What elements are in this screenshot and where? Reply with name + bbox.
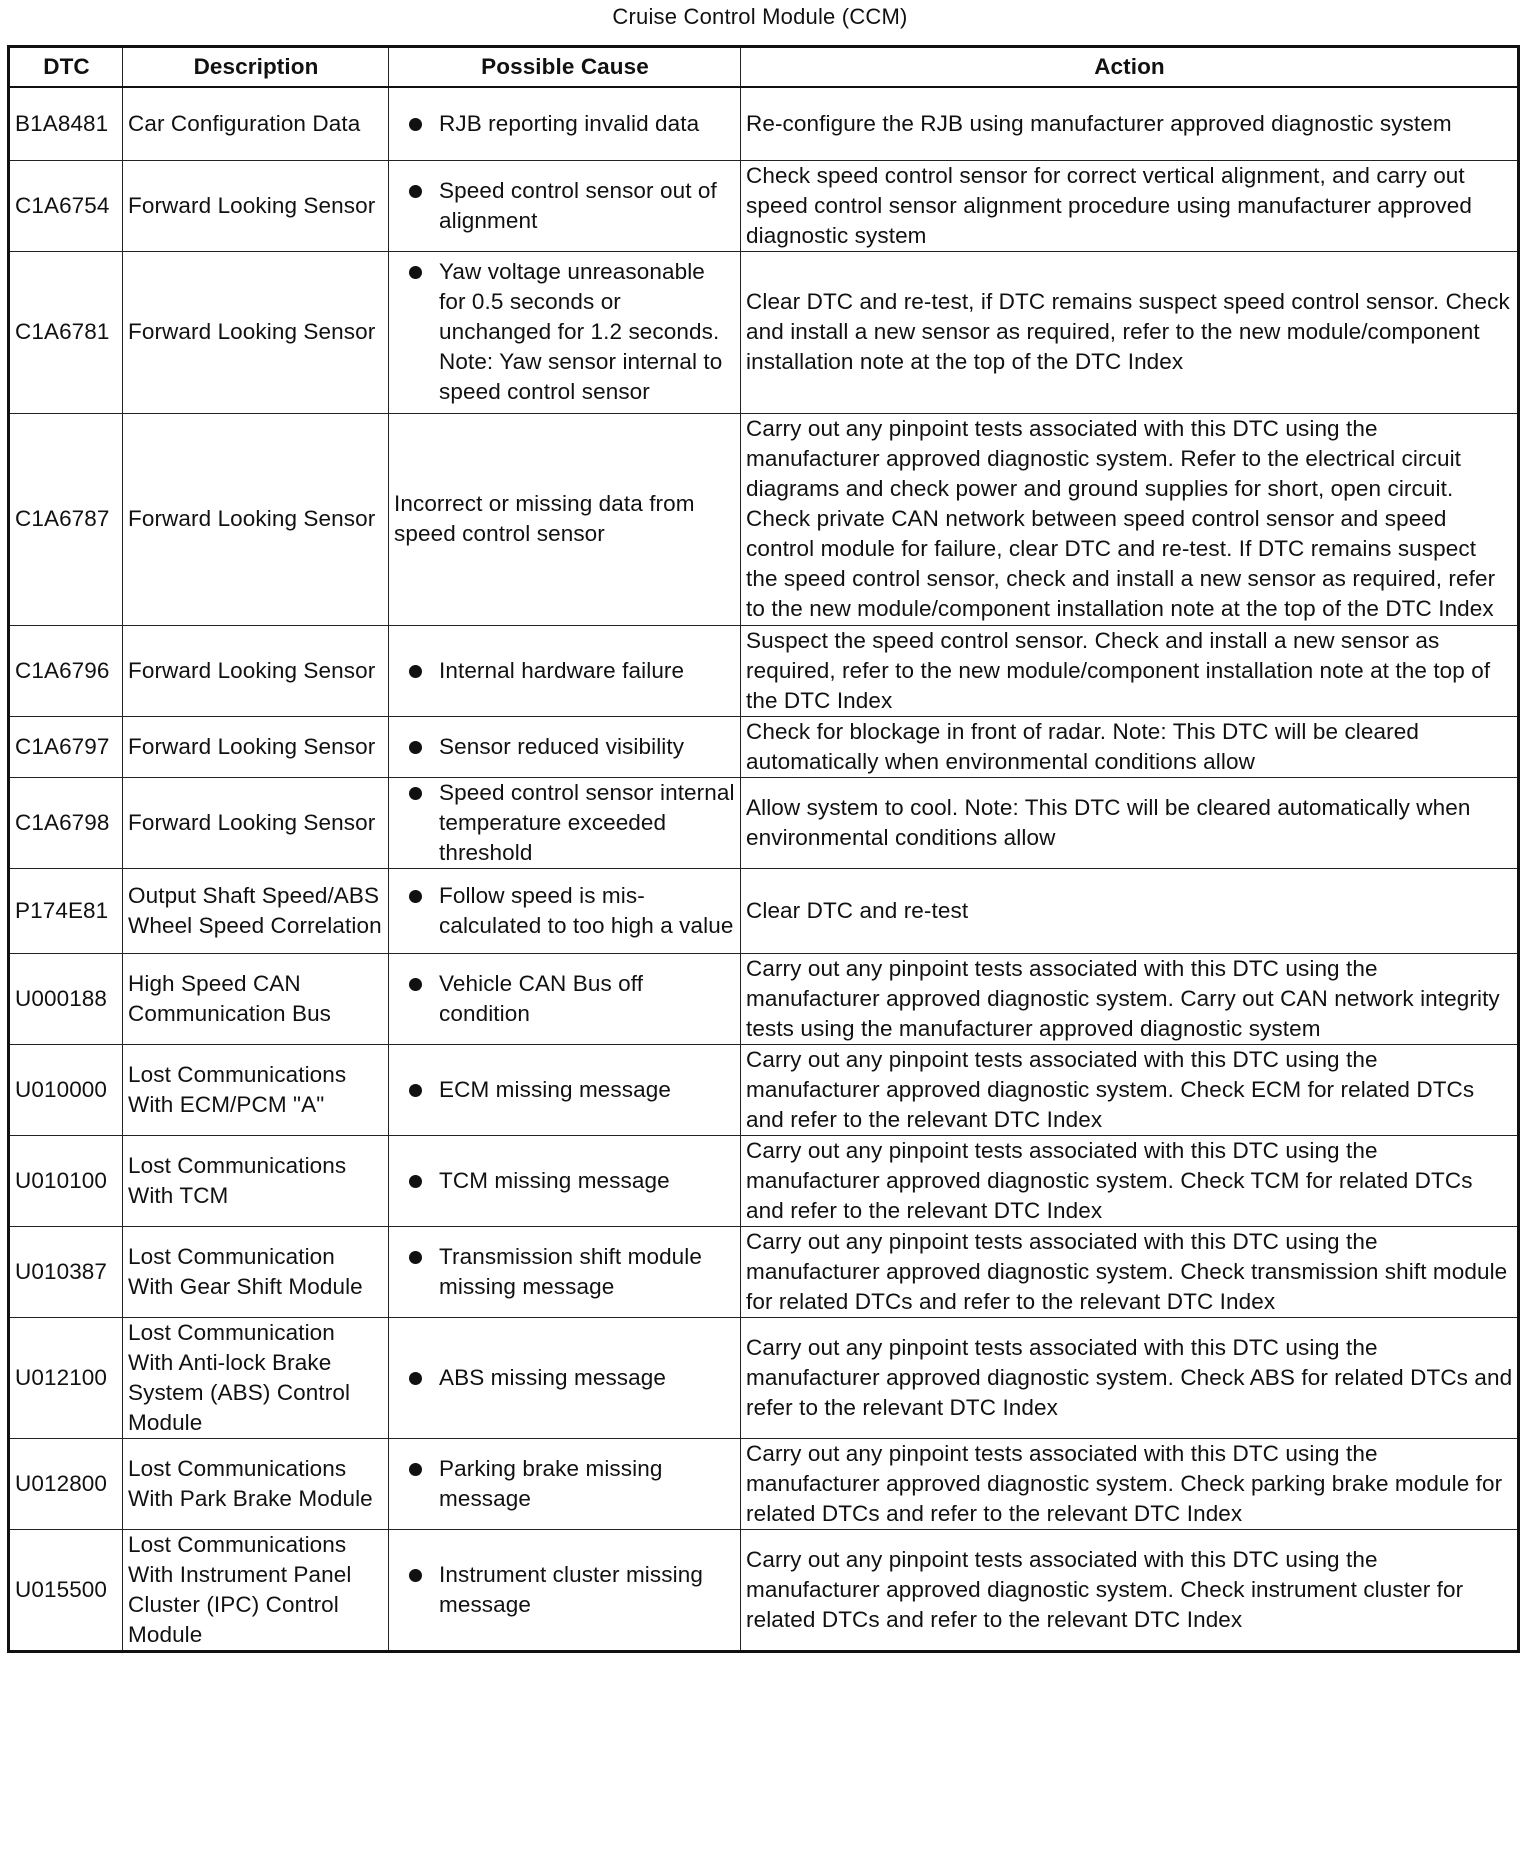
possible-cause-text: Internal hardware failure	[439, 657, 685, 683]
dtc-description: Forward Looking Sensor	[123, 716, 389, 777]
table-row	[9, 1317, 1519, 1438]
possible-cause-text: Instrument cluster missing message	[439, 1561, 703, 1617]
dtc-code: U010100	[9, 1135, 123, 1226]
bullet-icon	[409, 118, 422, 131]
dtc-code: C1A6781	[9, 251, 123, 413]
possible-cause-cell	[389, 868, 741, 953]
bullet-icon	[409, 1463, 422, 1476]
action-text: Check for blockage in front of radar. Note: This DTC will be cleared automatically when environmental conditions allow	[741, 716, 1519, 777]
bullet-icon	[409, 787, 422, 800]
action-text: Carry out any pinpoint tests associated with this DTC using the manufacturer approved diagnostic system. Refer to the electrical circuit diagrams and check power and ground supplies for short, open circuit. Check private CAN network between speed control sensor and speed control module for failure, clear DTC and re-test. If DTC remains suspect the speed control sensor, check and install a new sensor as required, refer to the new module/component installation note at the top of the DTC Index	[741, 413, 1519, 625]
dtc-code: C1A6798	[9, 777, 123, 868]
possible-cause-text: Parking brake missing message	[439, 1455, 663, 1511]
dtc-description: Lost Communications With ECM/PCM "A"	[123, 1044, 389, 1135]
table-row	[9, 716, 1519, 777]
dtc-table	[7, 45, 1520, 1653]
bullet-icon	[409, 741, 422, 754]
table-row	[9, 160, 1519, 251]
bullet-icon	[409, 978, 422, 991]
table-row	[9, 87, 1519, 160]
possible-cause-cell	[389, 716, 741, 777]
bullet-icon	[409, 890, 422, 903]
bullet-icon	[409, 1569, 422, 1582]
dtc-code: B1A8481	[9, 87, 123, 160]
dtc-description: Forward Looking Sensor	[123, 413, 389, 625]
possible-cause-text: Speed control sensor out of alignment	[439, 177, 717, 233]
dtc-code: C1A6754	[9, 160, 123, 251]
action-text: Carry out any pinpoint tests associated with this DTC using the manufacturer approved diagnostic system. Check parking brake module for related DTCs and refer to the relevant DTC Index	[741, 1438, 1519, 1529]
bullet-list-item	[409, 881, 736, 941]
bullet-list-item	[409, 969, 736, 1029]
dtc-code: U000188	[9, 953, 123, 1044]
table-row	[9, 251, 1519, 413]
dtc-description: Forward Looking Sensor	[123, 625, 389, 716]
table-row	[9, 1135, 1519, 1226]
possible-cause-cell	[389, 1044, 741, 1135]
bullet-list-item	[409, 109, 736, 139]
dtc-code: C1A6796	[9, 625, 123, 716]
bullet-icon	[409, 185, 422, 198]
dtc-description: Lost Communications With Park Brake Module	[123, 1438, 389, 1529]
bullet-icon	[409, 1251, 422, 1264]
dtc-description: Forward Looking Sensor	[123, 251, 389, 413]
possible-cause-cell	[389, 87, 741, 160]
possible-cause-cell	[389, 413, 741, 625]
action-text: Re-configure the RJB using manufacturer approved diagnostic system	[741, 87, 1519, 160]
table-row	[9, 1438, 1519, 1529]
dtc-description: Lost Communications With TCM	[123, 1135, 389, 1226]
possible-cause-text: Transmission shift module missing message	[439, 1243, 703, 1299]
table-row	[9, 413, 1519, 625]
dtc-code: U012800	[9, 1438, 123, 1529]
possible-cause-text: Follow speed is mis-calculated to too high a value	[439, 882, 734, 938]
dtc-code: U010000	[9, 1044, 123, 1135]
bullet-icon	[409, 1084, 422, 1097]
header-possible-cause: Possible Cause	[389, 47, 741, 88]
action-text: Carry out any pinpoint tests associated with this DTC using the manufacturer approved diagnostic system. Check ECM for related DTCs and refer to the relevant DTC Index	[741, 1044, 1519, 1135]
possible-cause-cell	[389, 777, 741, 868]
table-header-row	[9, 47, 1519, 88]
bullet-icon	[409, 1372, 422, 1385]
table-row	[9, 868, 1519, 953]
bullet-list-item	[409, 1454, 736, 1514]
possible-cause-cell	[389, 625, 741, 716]
table-body	[9, 87, 1519, 1651]
table-row	[9, 777, 1519, 868]
possible-cause-text: RJB reporting invalid data	[439, 110, 700, 136]
action-text: Carry out any pinpoint tests associated with this DTC using the manufacturer approved diagnostic system. Check instrument cluster for related DTCs and refer to the relevant DTC Index	[741, 1529, 1519, 1651]
header-dtc: DTC	[9, 47, 123, 88]
dtc-description: Lost Communications With Instrument Panel Cluster (IPC) Control Module	[123, 1529, 389, 1651]
possible-cause-cell	[389, 1226, 741, 1317]
possible-cause-cell	[389, 953, 741, 1044]
possible-cause-text: Sensor reduced visibility	[439, 733, 685, 759]
bullet-icon	[409, 1175, 422, 1188]
possible-cause-text: TCM missing message	[439, 1167, 670, 1193]
possible-cause-text: Incorrect or missing data from speed control sensor	[394, 491, 695, 546]
dtc-description: Forward Looking Sensor	[123, 777, 389, 868]
possible-cause-cell	[389, 1529, 741, 1651]
dtc-description: High Speed CAN Communication Bus	[123, 953, 389, 1044]
bullet-icon	[409, 665, 422, 678]
possible-cause-text: Speed control sensor internal temperature exceeded threshold	[439, 779, 735, 865]
dtc-code: U010387	[9, 1226, 123, 1317]
dtc-code: C1A6797	[9, 716, 123, 777]
action-text: Allow system to cool. Note: This DTC will be cleared automatically when environmental conditions allow	[741, 777, 1519, 868]
bullet-icon	[409, 266, 422, 279]
possible-cause-cell	[389, 1317, 741, 1438]
bullet-list-item	[409, 1242, 736, 1302]
table-row	[9, 953, 1519, 1044]
bullet-list-item	[409, 1075, 736, 1105]
action-text: Carry out any pinpoint tests associated with this DTC using the manufacturer approved diagnostic system. Check transmission shift module for related DTCs and refer to the relevant DTC Index	[741, 1226, 1519, 1317]
action-text: Check speed control sensor for correct vertical alignment, and carry out speed control sensor alignment procedure using manufacturer approved diagnostic system	[741, 160, 1519, 251]
table-row	[9, 1044, 1519, 1135]
dtc-code: U012100	[9, 1317, 123, 1438]
dtc-description: Car Configuration Data	[123, 87, 389, 160]
possible-cause-cell	[389, 251, 741, 413]
bullet-list-item	[409, 1560, 736, 1620]
action-text: Carry out any pinpoint tests associated with this DTC using the manufacturer approved diagnostic system. Check ABS for related DTCs and refer to the relevant DTC Index	[741, 1317, 1519, 1438]
dtc-description: Output Shaft Speed/ABS Wheel Speed Correlation	[123, 868, 389, 953]
dtc-description: Forward Looking Sensor	[123, 160, 389, 251]
header-action: Action	[741, 47, 1519, 88]
dtc-description: Lost Communication With Anti-lock Brake System (ABS) Control Module	[123, 1317, 389, 1438]
possible-cause-cell	[389, 160, 741, 251]
bullet-list-item	[409, 176, 736, 236]
bullet-list-item	[409, 778, 736, 868]
possible-cause-cell	[389, 1135, 741, 1226]
action-text: Carry out any pinpoint tests associated with this DTC using the manufacturer approved diagnostic system. Check TCM for related DTCs and refer to the relevant DTC Index	[741, 1135, 1519, 1226]
bullet-list-item	[409, 1363, 736, 1393]
possible-cause-text: Vehicle CAN Bus off condition	[439, 970, 644, 1026]
page-title: Cruise Control Module (CCM)	[612, 4, 908, 29]
action-text: Clear DTC and re-test, if DTC remains suspect speed control sensor. Check and install a new sensor as required, refer to the new module/component installation note at the top of the DTC Index	[741, 251, 1519, 413]
action-text: Clear DTC and re-test	[741, 868, 1519, 953]
header-description: Description	[123, 47, 389, 88]
table-row	[9, 1529, 1519, 1651]
bullet-list-item	[409, 656, 736, 686]
bullet-list-item	[409, 257, 736, 407]
possible-cause-text: ECM missing message	[439, 1076, 671, 1102]
possible-cause-text: ABS missing message	[439, 1364, 666, 1390]
dtc-code: U015500	[9, 1529, 123, 1651]
possible-cause-cell	[389, 1438, 741, 1529]
action-text: Suspect the speed control sensor. Check and install a new sensor as required, refer to the new module/component installation note at the top of the DTC Index	[741, 625, 1519, 716]
dtc-code: P174E81	[9, 868, 123, 953]
bullet-list-item	[409, 1166, 736, 1196]
table-row	[9, 625, 1519, 716]
action-text: Carry out any pinpoint tests associated with this DTC using the manufacturer approved diagnostic system. Carry out CAN network integrity tests using the manufacturer approved diagnostic system	[741, 953, 1519, 1044]
dtc-code: C1A6787	[9, 413, 123, 625]
table-row	[9, 1226, 1519, 1317]
possible-cause-text: Yaw voltage unreasonable for 0.5 seconds or unchanged for 1.2 seconds. Note: Yaw sensor internal to speed control sensor	[439, 259, 723, 404]
bullet-list-item	[409, 732, 736, 762]
dtc-description: Lost Communication With Gear Shift Module	[123, 1226, 389, 1317]
